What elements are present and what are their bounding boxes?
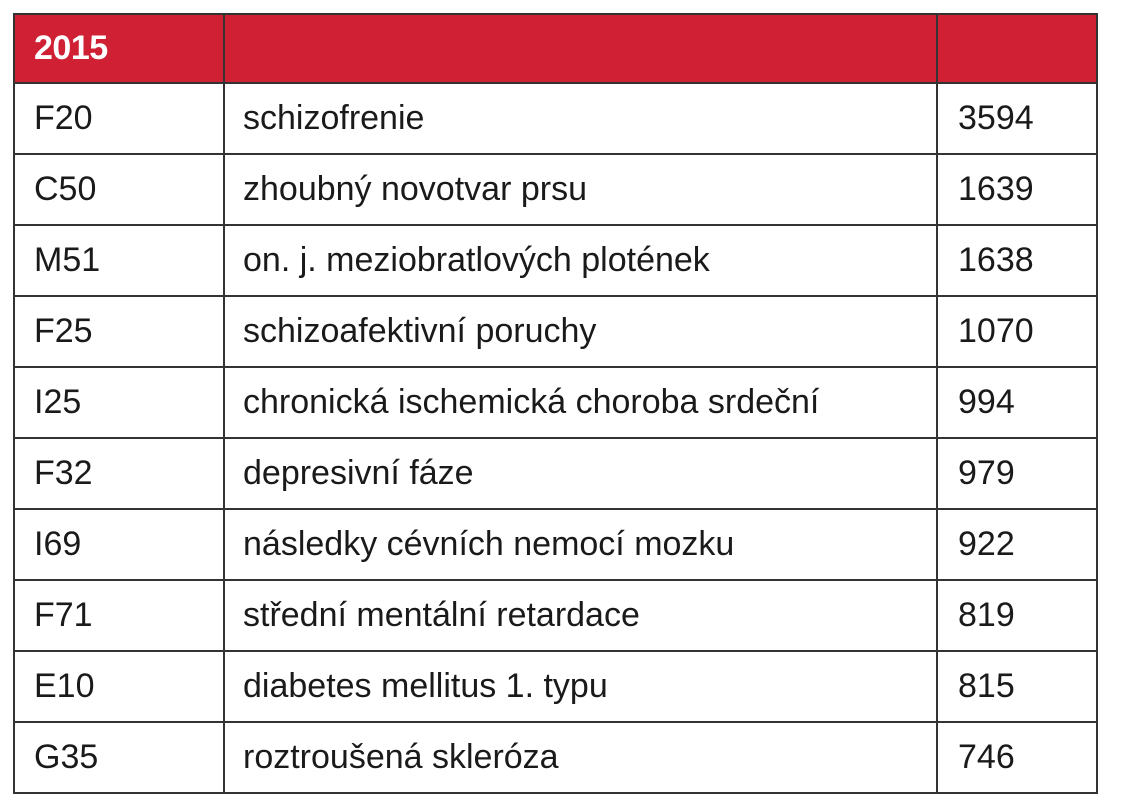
diagnosis-count: 979 [937, 438, 1097, 509]
diagnosis-count: 994 [937, 367, 1097, 438]
diagnosis-count: 815 [937, 651, 1097, 722]
header-count [937, 14, 1097, 83]
table-row [14, 296, 1097, 367]
diagnosis-code: F20 [14, 83, 224, 154]
diagnosis-count: 3594 [937, 83, 1097, 154]
diagnosis-name: zhoubný novotvar prsu [224, 154, 937, 225]
diagnosis-name: diabetes mellitus 1. typu [224, 651, 937, 722]
header-year: 2015 [14, 14, 224, 83]
diagnosis-code: F32 [14, 438, 224, 509]
table-row [14, 509, 1097, 580]
diagnosis-name: depresivní fáze [224, 438, 937, 509]
diagnosis-name: roztroušená skleróza [224, 722, 937, 793]
diagnosis-table-container [13, 13, 1098, 794]
diagnosis-count: 922 [937, 509, 1097, 580]
diagnosis-code: M51 [14, 225, 224, 296]
diagnosis-code: F25 [14, 296, 224, 367]
diagnosis-code: I69 [14, 509, 224, 580]
table-row [14, 580, 1097, 651]
diagnosis-name: střední mentální retardace [224, 580, 937, 651]
table-row [14, 83, 1097, 154]
table-row [14, 438, 1097, 509]
diagnosis-name: následky cévních nemocí mozku [224, 509, 937, 580]
table-body [14, 83, 1097, 793]
table-row [14, 225, 1097, 296]
diagnosis-table [13, 13, 1098, 794]
diagnosis-code: F71 [14, 580, 224, 651]
diagnosis-count: 746 [937, 722, 1097, 793]
diagnosis-count: 819 [937, 580, 1097, 651]
header-row [14, 14, 1097, 83]
table-row [14, 722, 1097, 793]
diagnosis-name: on. j. meziobratlových plotének [224, 225, 937, 296]
table-row [14, 651, 1097, 722]
table-row [14, 154, 1097, 225]
table-header [14, 14, 1097, 83]
diagnosis-code: C50 [14, 154, 224, 225]
diagnosis-count: 1070 [937, 296, 1097, 367]
diagnosis-name: schizoafektivní poruchy [224, 296, 937, 367]
table-row [14, 367, 1097, 438]
diagnosis-name: chronická ischemická choroba srdeční [224, 367, 937, 438]
diagnosis-code: G35 [14, 722, 224, 793]
diagnosis-code: E10 [14, 651, 224, 722]
diagnosis-name: schizofrenie [224, 83, 937, 154]
header-diagnosis [224, 14, 937, 83]
diagnosis-count: 1638 [937, 225, 1097, 296]
diagnosis-count: 1639 [937, 154, 1097, 225]
diagnosis-code: I25 [14, 367, 224, 438]
